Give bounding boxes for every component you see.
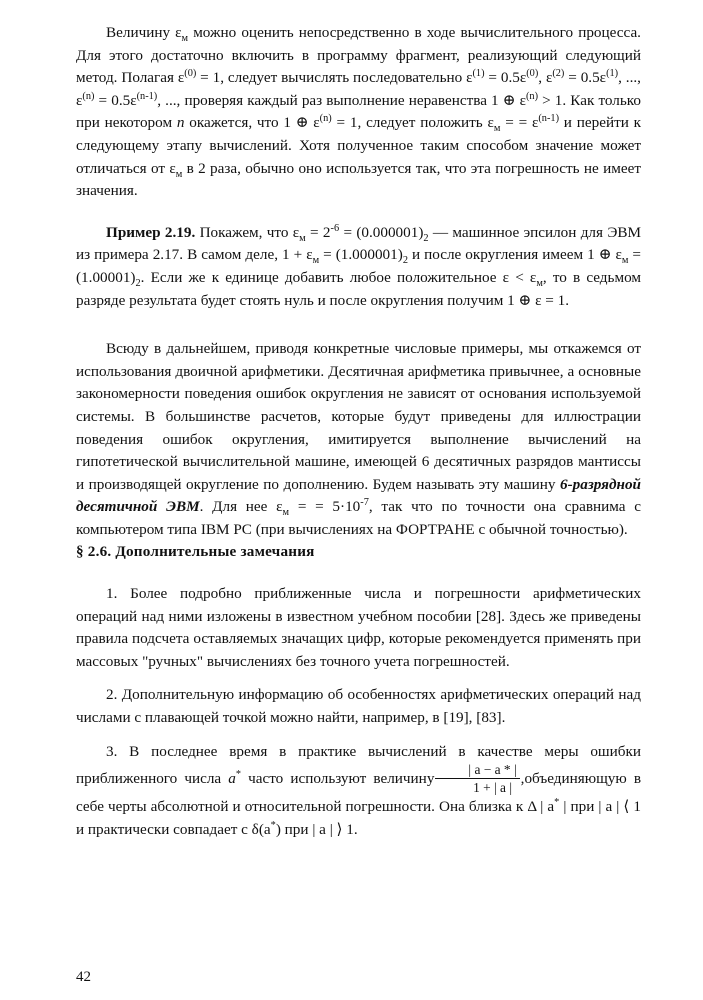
fraction-error-measure (435, 762, 519, 795)
text-run: окажется, что 1 ⊕ ε (184, 114, 320, 132)
text-run: в 2 раза, обычно оно используется так, что эта погрешность не имеет значения. (76, 159, 641, 200)
superscript: (n) (319, 113, 332, 125)
text-run: , то в седьмом разряде результата будет стоять нуль и после округления получим 1 ⊕ ε = 1. (76, 268, 641, 309)
paragraph-epsilon-estimate (76, 22, 641, 203)
text-run: , ε (538, 69, 553, 87)
note-item-1: 1. Более подробно приближенные числа и погрешности арифметических операций над ними изложены в известном учебном пособии [28]. Здесь же приведены правила подсчета оставляемых значащих цифр, которые рекомендуется применять при массовых "ручных" вычислениях без точного учета погрешностей. (76, 585, 641, 670)
subscript: м (536, 277, 543, 289)
text-run: , ..., ε (76, 69, 641, 109)
text-run: Всюду в дальнейшем, приводя конкретные числовые примеры, мы откажемся от использования двоичной арифметики. Десятичная арифметика привычнее, а основные закономерности поведения ошибок округления не зависят от основания используемой системы. В большинстве расчетов, которые будут приведены для иллюстрации поведения ошибок округления, имитируется выполнение вычислений на гипотетической вычислительной машине, имеющей 6 десятичных разрядов мантиссы и производящей округление по дополнению. Будем называть эту машину (76, 340, 641, 493)
superscript: (n) (525, 90, 539, 102)
emphasis-run: 6-разрядной десятичной ЭВМ (76, 475, 641, 516)
text-run: = = 5·10 (289, 498, 361, 516)
example-label: Пример 2.19. (106, 223, 196, 241)
italic-variable: n (176, 114, 185, 132)
superscript: * (235, 769, 242, 781)
superscript: (1) (472, 68, 485, 80)
text-run: , ..., проверяя каждый раз выполнение неравенства 1 ⊕ ε (157, 91, 526, 109)
paragraph-decimal-arithmetic (76, 338, 641, 541)
text-run: . Для нее ε (199, 498, 283, 516)
italic-variable: a (228, 770, 236, 788)
text-run: можно оценить непосредственно в ходе вычислительного процесса. Для этого достаточно включить в программу фрагмент, реализующий следующий метод. Полагая ε (76, 24, 641, 87)
subscript: м (175, 168, 183, 180)
superscript: (n-1) (538, 113, 560, 125)
subscript: 2 (135, 277, 141, 289)
subscript: м (312, 255, 320, 267)
text-run: = 0.5ε (94, 91, 137, 109)
text-run: и после округления имеем 1 ⊕ ε (407, 246, 622, 264)
text-run: = = ε (500, 114, 539, 132)
superscript: * (270, 819, 276, 831)
text-run: = 0.5ε (564, 69, 607, 87)
subscript: м (493, 123, 501, 135)
text-run: — машинное эпсилон для ЭВМ из примера 2.17. В самом деле, 1 + ε (76, 223, 641, 264)
text-run: и перейти к следующему этапу вычислений. Хотя полученное таким способом значение может отличаться от ε (76, 114, 642, 177)
text-run: ) при | a | ⟩ 1. (275, 820, 358, 838)
fraction-numerator: | a − a * | (468, 762, 517, 778)
superscript: (1) (606, 68, 619, 80)
text-run: 3. В последнее время в практике вычислений в качестве меры ошибки приближенного числа (76, 742, 641, 788)
paragraph-example-2-19 (76, 222, 641, 312)
text-run: = 1, следует вычислять последовательно ε (196, 69, 473, 87)
superscript: (0) (184, 68, 197, 80)
superscript: -6 (330, 222, 340, 234)
text-run: | при | a | ⟨ 1 и практически совпадает с δ(a (76, 798, 641, 838)
subscript: м (621, 255, 629, 267)
subscript: м (282, 507, 290, 519)
text-run: = (0.000001) (339, 223, 424, 241)
text-run: Величину ε (106, 24, 182, 41)
text-run: = 2 (305, 223, 331, 241)
text-run: часто используют величину (241, 770, 435, 788)
text-run: = (1.000001) (319, 246, 403, 264)
text-run: = 1, следует положить ε (331, 114, 494, 132)
text-run: = 0.5ε (484, 69, 527, 87)
superscript: -7 (360, 497, 369, 509)
section-heading: § 2.6. Дополнительные замечания (76, 543, 315, 561)
superscript: (0) (526, 68, 539, 80)
subscript: м (181, 33, 189, 45)
text-run: . Если же к единице добавить любое положительное ε < ε (140, 268, 537, 286)
superscript: (n) (82, 90, 95, 102)
text-run: = (1.00001) (76, 246, 642, 286)
text-run: > 1. Как только при некотором (76, 91, 641, 132)
note-item-3 (76, 741, 641, 842)
note-item-2: 2. Дополнительную информацию об особенностях арифметических операций над числами с плавающей точкой можно найти, например, в [19], [83]. (76, 686, 641, 727)
superscript: * (554, 797, 560, 809)
text-run: , так что по точности она сравнима с компьютером типа IBM PC (при вычислениях на ФОРТРАНЕ с обычной точностью). (76, 498, 641, 538)
page-number: 42 (76, 969, 91, 985)
subscript: м (299, 232, 306, 244)
text-run: , (520, 770, 525, 788)
superscript: (n-1) (136, 90, 158, 102)
text-run: объединяющую в себе черты абсолютной и относительной погрешности. Она близка к Δ | a (76, 770, 642, 816)
superscript: (2) (552, 68, 565, 80)
text-run: Покажем, что ε (195, 223, 300, 241)
subscript: 2 (423, 232, 429, 244)
subscript: 2 (402, 255, 408, 267)
fraction-denominator: 1 + | a | (435, 778, 519, 795)
